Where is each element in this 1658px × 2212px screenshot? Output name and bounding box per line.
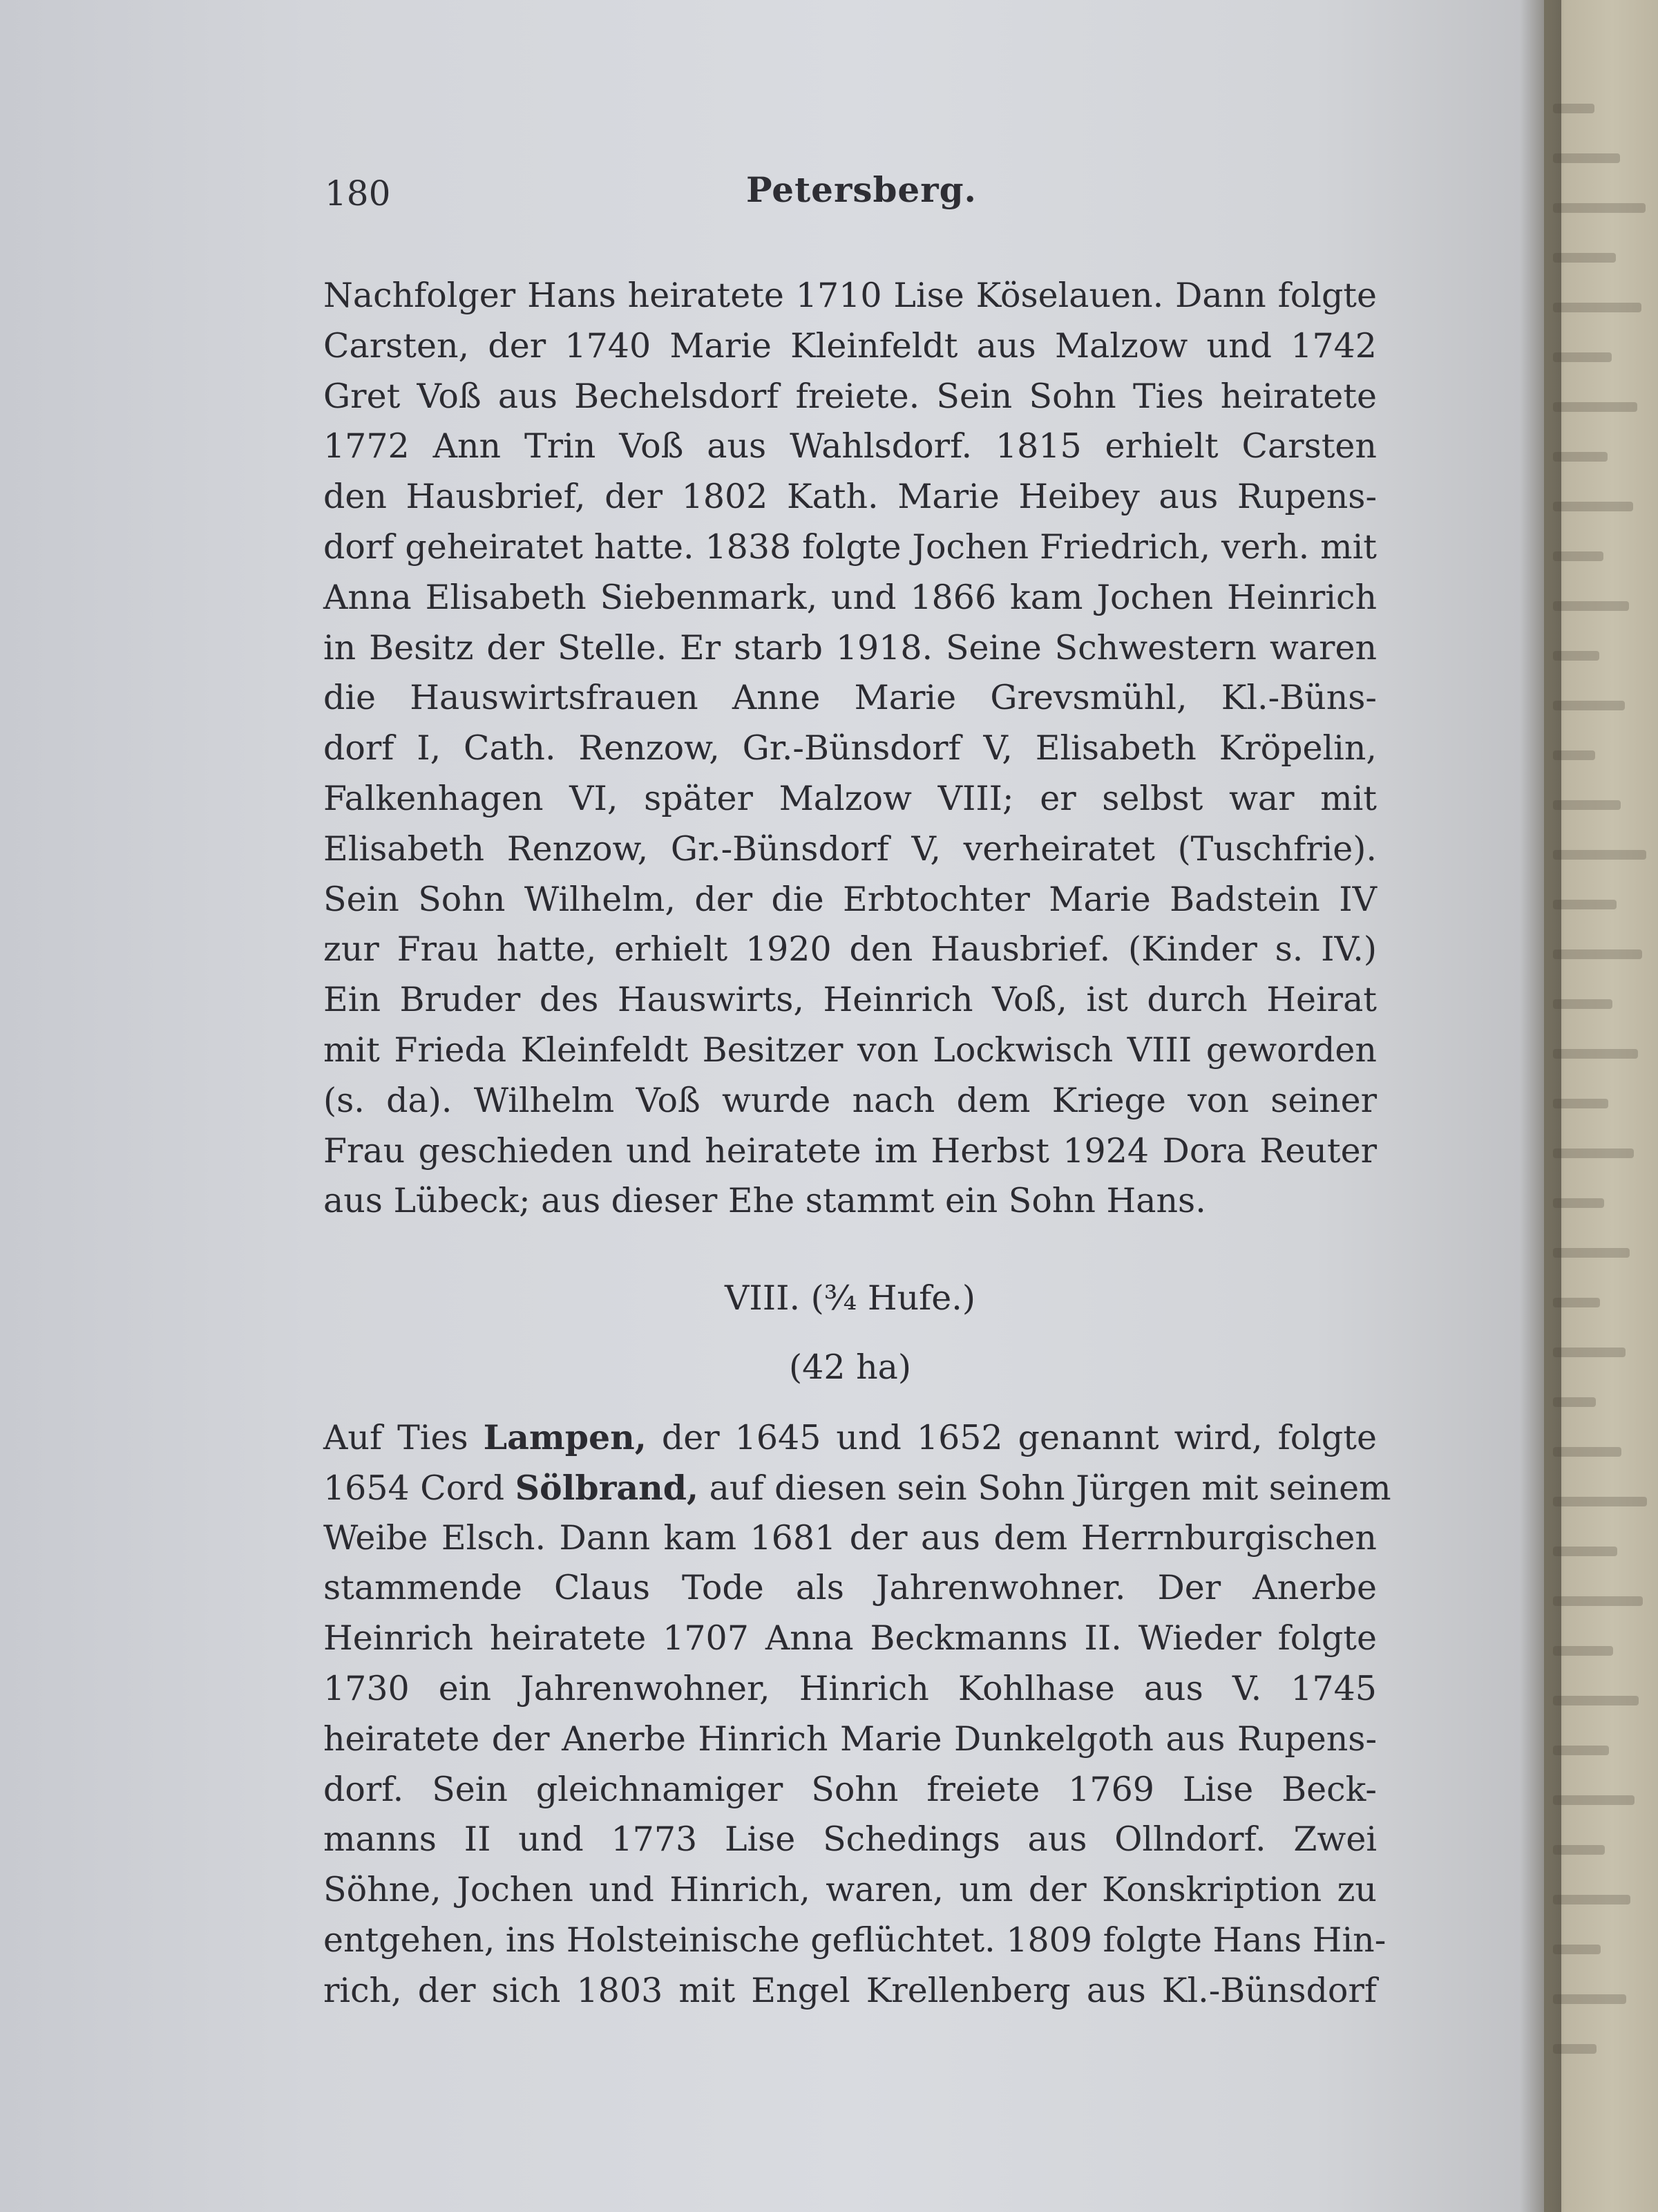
text-segment: auf diesen sein Sohn Jürgen mit seinem [698,1468,1391,1508]
bleed-mark [1553,253,1616,263]
paragraph-1 [323,271,1377,1227]
text-segment: der 1645 und 1652 genannt wird, folgte [646,1418,1377,1457]
bleed-mark [1553,1148,1634,1158]
text-segment: 1730 ein Jahrenwohner, Hinrich Kohlhase aus V. 1745 [323,1668,1377,1708]
text-line: dorf I, Cath. Renzow, Gr.-Bünsdorf V, Elisabeth Kröpelin, [323,728,1377,768]
bleed-mark [1553,502,1633,511]
bleed-mark [1553,1547,1617,1556]
text-line [323,1513,1377,1564]
bleed-mark [1553,303,1641,312]
bleed-mark [1553,153,1620,163]
bold-name: Sölbrand, [515,1467,699,1508]
text-segment: Auf Ties [323,1418,484,1457]
text-segment: 1654 Cord [323,1468,515,1508]
bleed-mark [1553,1198,1604,1208]
bleed-mark [1553,949,1642,959]
bleed-mark [1553,1895,1630,1904]
text-line: die Hauswirtsfrauen Anne Marie Grevsmühl, Kl.-Büns- [323,678,1377,718]
text-line [323,1463,1391,1513]
text-segment: manns II und 1773 Lise Schedings aus Ollndorf. Zwei [323,1819,1377,1860]
text-line [323,1412,1377,1463]
text-line [323,1664,1377,1714]
bleed-mark [1553,203,1646,213]
bleed-mark [1553,1248,1630,1258]
section-area: (42 ha) [789,1348,911,1387]
text-line [323,1614,1377,1664]
bleed-mark [1553,1994,1626,2004]
bleed-mark [1553,1049,1638,1059]
bleed-mark [1553,701,1625,710]
text-line [323,1714,1377,1765]
text-line: in Besitz der Stelle. Er starb 1918. Seine Schwestern waren [323,627,1377,668]
text-line: 1772 Ann Trin Voß aus Wahlsdorf. 1815 erhielt Carsten [323,426,1377,466]
text-line: dorf geheiratet hatte. 1838 folgte Jochen Friedrich, verh. mit [323,527,1377,567]
text-line [323,1916,1387,1966]
bold-name: Lampen, [483,1417,647,1457]
text-line [323,1865,1377,1916]
text-line [323,1563,1377,1614]
bleed-mark [1553,452,1608,462]
section-heading: VIII. (¾ Hufe.) [725,1278,975,1318]
bleed-mark [1553,1596,1643,1606]
text-line: zur Frau hatte, erhielt 1920 den Hausbrief. (Kinder s. IV.) [323,929,1377,970]
paragraph-2 [323,1412,1391,2016]
bleed-mark [1553,1646,1613,1656]
bleed-mark [1553,601,1629,611]
text-line: mit Frieda Kleinfeldt Besitzer von Lockwisch VIII geworden [323,1030,1377,1070]
bleed-mark [1553,800,1621,810]
text-line: Nachfolger Hans heiratete 1710 Lise Köselauen. Dann folgte [323,276,1377,315]
text-segment: stammende Claus Tode als Jahrenwohner. Der Anerbe [323,1568,1377,1608]
text-segment: dorf. Sein gleichnamiger Sohn freiete 1769 Lise Beck- [323,1769,1377,1809]
text-segment: entgehen, ins Holsteinische geflüchtet. 1809 folgte Hans Hin- [323,1920,1387,1960]
page-header [325,169,1375,225]
bleed-mark [1553,104,1594,113]
bleed-mark [1553,1298,1600,1307]
bleed-mark [1553,1099,1608,1108]
bleed-mark [1553,900,1617,909]
text-line: Ein Bruder des Hauswirts, Heinrich Voß, ist durch Heirat [323,980,1377,1020]
page-number: 180 [325,173,391,214]
text-line: Falkenhagen VI, später Malzow VIII; er selbst war mit [323,778,1377,818]
text-segment: Heinrich heiratete 1707 Anna Beckmanns II. Wieder folgte [323,1618,1377,1658]
running-head: Petersberg. [746,169,977,210]
bleed-mark [1553,1795,1635,1805]
bleed-mark [1553,1497,1647,1506]
text-line: Frau geschieden und heiratete im Herbst 1924 Dora Reuter [323,1131,1377,1171]
bleed-mark [1553,651,1599,661]
text-line: Carsten, der 1740 Marie Kleinfeldt aus Malzow und 1742 [323,325,1377,366]
text-segment: heiratete der Anerbe Hinrich Marie Dunkelgoth aus Rupens- [323,1719,1377,1759]
text-segment: Söhne, Jochen und Hinrich, waren, um der Konskription zu [323,1870,1377,1910]
text-segment: Weibe Elsch. Dann kam 1681 der aus dem Herrnburgischen [323,1518,1377,1558]
text-line: Sein Sohn Wilhelm, der die Erbtochter Marie Badstein IV [323,879,1377,919]
bleed-mark [1553,352,1612,362]
text-line: Anna Elisabeth Siebenmark, und 1866 kam Jochen Heinrich [323,577,1377,617]
bleed-mark [1553,1845,1605,1855]
bleed-mark [1553,1447,1621,1457]
text-segment: rich, der sich 1803 mit Engel Krellenberg aus Kl.-Bünsdorf [323,1970,1377,2010]
bleed-mark [1553,750,1595,760]
bleed-mark [1553,551,1603,561]
bleed-mark [1553,1397,1596,1407]
text-line: den Hausbrief, der 1802 Kath. Marie Heibey aus Rupens- [323,477,1377,517]
bleed-mark [1553,2044,1597,2054]
bleed-mark [1553,1348,1626,1357]
text-line [323,1815,1377,1865]
text-line: Elisabeth Renzow, Gr.-Bünsdorf V, verheiratet (Tuschfrie). [323,829,1377,869]
bleed-mark [1553,850,1646,860]
bleed-mark [1553,999,1612,1009]
text-line [323,1765,1377,1815]
text-line: (s. da). Wilhelm Voß wurde nach dem Kriege von seiner [323,1080,1377,1120]
text-line: Gret Voß aus Bechelsdorf freiete. Sein Sohn Ties heiratete [323,376,1377,416]
text-line: aus Lübeck; aus dieser Ehe stammt ein Sohn Hans. [323,1181,1206,1221]
bleed-mark [1553,1696,1639,1705]
bleed-mark [1553,1945,1601,1954]
bleed-mark [1553,1746,1609,1755]
text-line [323,1966,1377,2016]
bleed-mark [1553,402,1637,412]
